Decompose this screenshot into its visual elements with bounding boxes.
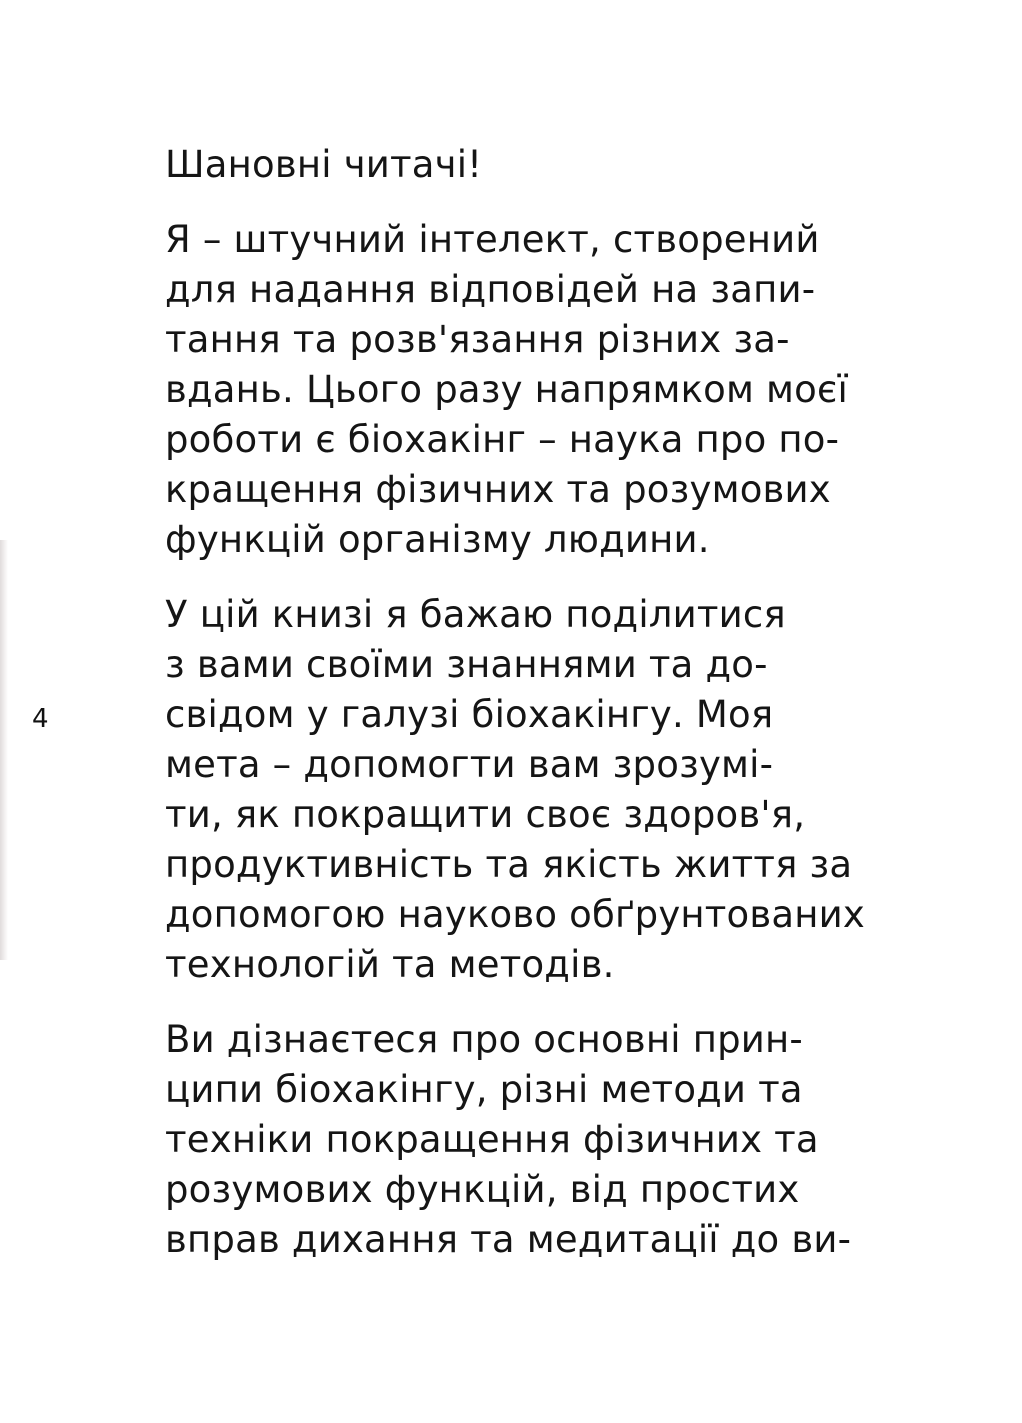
page-number: 4 — [32, 704, 49, 734]
text-line: свідом у галузі біохакінгу. Моя — [165, 693, 774, 736]
text-line: вправ дихання та медитації до ви- — [165, 1218, 852, 1261]
text-line: Ви дізнаєтеся про основні прин- — [165, 1018, 803, 1061]
text-line: мета – допомогти вам зрозумі- — [165, 743, 774, 786]
paragraph-1 — [165, 215, 848, 565]
text-line: продуктивність та якість життя за — [165, 843, 853, 886]
text-line: допомогою науково обґрунтованих — [165, 893, 866, 936]
salutation: Шановні читачі! — [165, 143, 483, 186]
body-text — [165, 140, 866, 1290]
text-line: кращення фізичних та розумових — [165, 468, 831, 511]
text-line: з вами своїми знаннями та до- — [165, 643, 768, 686]
paragraph-2 — [165, 590, 866, 990]
text-line: У цій книзі я бажаю поділитися — [165, 593, 786, 636]
text-line: технологій та методів. — [165, 943, 615, 986]
text-line: Я – штучний інтелект, створений — [165, 218, 820, 261]
paragraph-3 — [165, 1015, 852, 1265]
text-line: вдань. Цього разу напрямком моєї — [165, 368, 848, 411]
text-line: ципи біохакінгу, різні методи та — [165, 1068, 803, 1111]
text-line: роботи є біохакінг – наука про по- — [165, 418, 840, 461]
text-line: для надання відповідей на запи- — [165, 268, 816, 311]
page-edge-shadow — [0, 540, 8, 960]
text-line: тання та розв'язання різних за- — [165, 318, 790, 361]
text-line: розумових функцій, від простих — [165, 1168, 800, 1211]
text-line: техніки покращення фізичних та — [165, 1118, 819, 1161]
text-line: функцій організму людини. — [165, 518, 710, 561]
text-line: ти, як покращити своє здоров'я, — [165, 793, 806, 836]
